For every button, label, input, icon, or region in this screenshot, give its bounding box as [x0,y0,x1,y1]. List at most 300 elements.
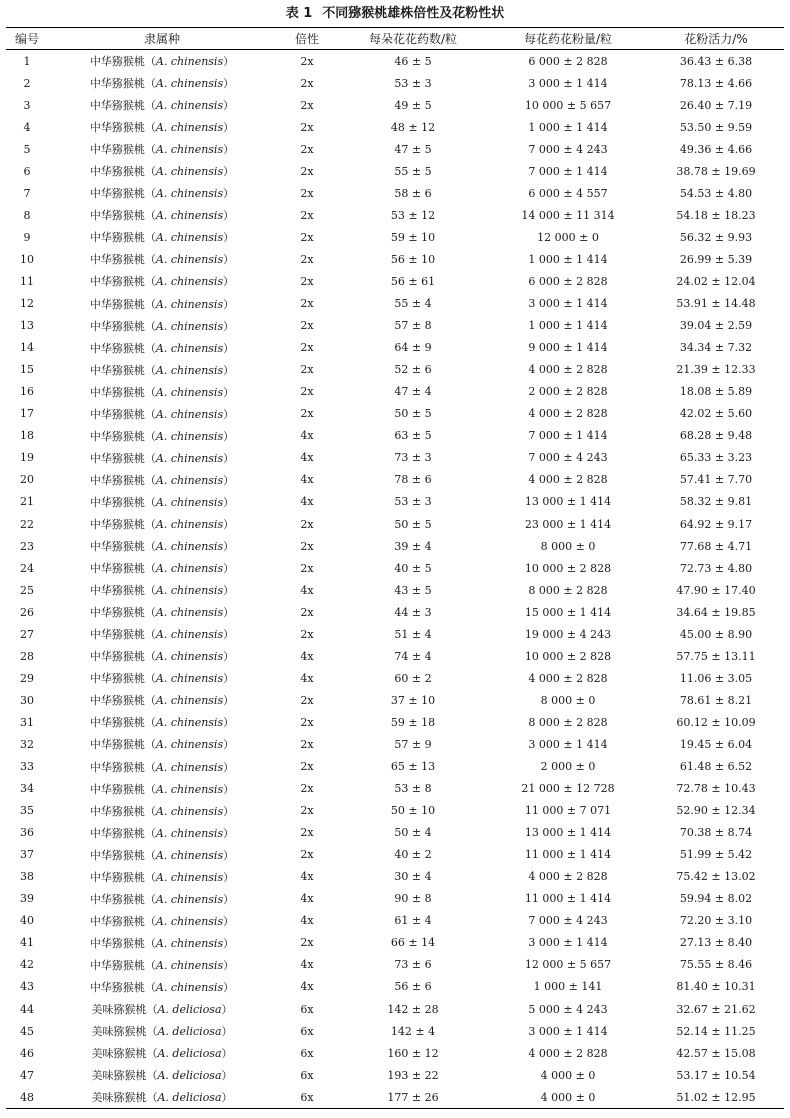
species-common-name: 中华猕猴桃 [89,341,145,355]
row-viability: 72.78 ± 10.43 [676,782,756,796]
row-anthers: 49 ± 5 [394,98,432,112]
species-scientific-name: A. chinensis [155,121,224,135]
row-viability: 36.43 ± 6.38 [679,54,753,68]
row-ploidy: 2x [300,539,314,553]
row-viability: 61.48 ± 6.52 [679,760,753,774]
row-anthers: 50 ± 5 [394,407,432,421]
row-viability: 34.64 ± 19.85 [676,605,756,619]
row-viability: 77.68 ± 4.71 [679,539,753,553]
row-ploidy: 2x [300,848,314,862]
species-common-name: 中华猕猴桃 [89,77,145,91]
species-common-name: 中华猕猴桃 [89,738,145,752]
row-anthers: 57 ± 9 [394,737,432,751]
species-common-name: 中华猕猴桃 [89,936,145,950]
row-ploidy: 2x [300,385,314,399]
row-anthers: 51 ± 4 [394,627,432,641]
species-scientific-name: A. deliciosa [157,1003,222,1017]
table-row [6,204,784,226]
species-scientific-name: A. chinensis [155,540,224,554]
table-row [6,1064,784,1086]
table-header-row [6,28,784,50]
row-anthers: 40 ± 5 [394,561,432,575]
row-viability: 42.02 ± 5.60 [679,407,753,421]
row-id: 15 [20,363,34,377]
species-scientific-name: A. chinensis [155,782,224,796]
row-pollen: 13 000 ± 1 414 [524,826,612,840]
row-pollen: 10 000 ± 2 828 [524,561,612,575]
table-row [6,1020,784,1042]
row-pollen: 7 000 ± 1 414 [528,164,608,178]
row-ploidy: 2x [300,407,314,421]
row-pollen: 8 000 ± 0 [540,539,596,553]
species-scientific-name: A. chinensis [155,518,224,531]
row-species: 中华猕猴桃（A. chinensis） [89,914,235,928]
row-id: 17 [20,407,34,421]
row-viability: 11.06 ± 3.05 [679,671,753,685]
table-row [6,932,784,954]
table-body [6,50,784,1109]
species-common-name: 中华猕猴桃 [89,628,145,642]
row-ploidy: 4x [300,495,314,509]
row-id: 9 [23,230,31,244]
row-species: 中华猕猴桃（A. chinensis） [89,231,235,245]
row-id: 5 [23,142,31,156]
table-title-label: 表 1 [285,6,313,21]
row-id: 46 [20,1046,34,1060]
row-viability: 38.78 ± 19.69 [676,164,756,178]
row-id: 33 [20,760,34,774]
species-scientific-name: A. chinensis [155,716,224,730]
species-scientific-name: A. chinensis [155,297,224,311]
species-common-name: 美味猕猴桃 [91,1003,147,1017]
row-pollen: 2 000 ± 2 828 [528,385,608,399]
row-pollen: 1 000 ± 1 414 [528,319,608,333]
row-viability: 21.39 ± 12.33 [676,363,756,377]
table-row [6,226,784,248]
table-row [6,138,784,160]
row-id: 8 [23,208,31,222]
row-pollen: 9 000 ± 1 414 [528,341,608,355]
row-ploidy: 4x [300,649,314,663]
table-row [6,182,784,204]
row-ploidy: 2x [300,605,314,619]
row-anthers: 50 ± 5 [394,517,432,531]
row-pollen: 6 000 ± 2 828 [528,54,608,68]
species-common-name: 中华猕猴桃 [89,143,145,157]
table-row [6,822,784,844]
row-species: 中华猕猴桃（A. chinensis） [89,650,235,664]
species-scientific-name: A. chinensis [155,936,224,950]
row-ploidy: 4x [300,958,314,972]
row-id: 12 [20,297,34,311]
table-row [6,315,784,337]
row-anthers: 57 ± 8 [394,319,432,333]
table-row [6,866,784,888]
row-anthers: 78 ± 6 [394,473,432,487]
table-row [6,337,784,359]
row-anthers: 46 ± 5 [394,54,432,68]
row-pollen: 3 000 ± 1 414 [528,76,608,90]
row-pollen: 14 000 ± 11 314 [521,208,615,222]
row-ploidy: 6x [300,1024,314,1038]
species-scientific-name: A. chinensis [155,892,224,906]
row-pollen: 4 000 ± 2 828 [528,407,608,421]
row-ploidy: 4x [300,671,314,685]
row-species: 中华猕猴桃（A. chinensis） [89,165,235,179]
row-viability: 56.32 ± 9.93 [679,230,753,244]
table-title-text: 不同猕猴桃雄株倍性及花粉性状 [322,6,505,21]
row-species: 美味猕猴桃（A. deliciosa） [91,1091,233,1105]
species-scientific-name: A. chinensis [155,606,224,620]
species-common-name: 中华猕猴桃 [89,958,145,972]
row-anthers: 73 ± 3 [394,451,432,465]
row-viability: 78.13 ± 4.66 [679,76,753,90]
row-pollen: 10 000 ± 5 657 [524,98,612,112]
species-scientific-name: A. deliciosa [157,1025,222,1039]
species-common-name: 美味猕猴桃 [91,1069,147,1083]
species-scientific-name: A. chinensis [155,253,224,267]
species-common-name: 中华猕猴桃 [89,606,145,620]
row-ploidy: 2x [300,54,314,68]
row-anthers: 73 ± 6 [394,958,432,972]
header-id: 编号 [14,32,39,46]
table-row [6,116,784,138]
row-viability: 18.08 ± 5.89 [679,385,753,399]
row-viability: 57.75 ± 13.11 [676,649,756,663]
row-ploidy: 2x [300,826,314,840]
row-pollen: 4 000 ± 0 [540,1068,596,1082]
row-viability: 81.40 ± 10.31 [676,980,756,994]
row-species: 中华猕猴桃（A. chinensis） [89,495,235,509]
row-species: 中华猕猴桃（A. chinensis） [89,209,235,223]
row-pollen: 6 000 ± 4 557 [528,186,608,200]
row-anthers: 50 ± 10 [390,804,436,818]
table-row [6,1042,784,1064]
row-anthers: 53 ± 12 [390,208,436,222]
row-anthers: 63 ± 5 [394,429,432,443]
row-anthers: 61 ± 4 [394,914,432,928]
table-row [6,844,784,866]
species-common-name: 中华猕猴桃 [89,451,145,465]
species-scientific-name: A. chinensis [155,804,224,818]
row-species: 中华猕猴桃（A. chinensis） [89,275,235,289]
row-pollen: 3 000 ± 1 414 [528,737,608,751]
row-anthers: 65 ± 13 [390,760,436,774]
row-anthers: 177 ± 26 [387,1090,439,1104]
species-common-name: 中华猕猴桃 [89,716,145,730]
row-species: 中华猕猴桃（A. chinensis） [89,958,235,972]
row-species: 中华猕猴桃（A. chinensis） [89,848,235,862]
row-anthers: 44 ± 3 [394,605,432,619]
species-scientific-name: A. chinensis [155,650,224,664]
row-species: 中华猕猴桃（A. chinensis） [89,584,235,598]
row-anthers: 64 ± 9 [394,341,432,355]
row-species: 中华猕猴桃（A. chinensis） [89,804,235,818]
species-common-name: 中华猕猴桃 [89,782,145,796]
species-common-name: 中华猕猴桃 [89,672,145,686]
row-ploidy: 2x [300,120,314,134]
row-id: 35 [20,804,34,818]
species-scientific-name: A. chinensis [155,385,224,399]
row-pollen: 23 000 ± 1 414 [524,517,612,531]
row-ploidy: 2x [300,230,314,244]
row-anthers: 55 ± 5 [394,164,432,178]
row-viability: 34.34 ± 7.32 [679,341,753,355]
row-anthers: 39 ± 4 [394,539,432,553]
row-ploidy: 2x [300,208,314,222]
row-pollen: 12 000 ± 0 [537,230,599,244]
row-ploidy: 2x [300,782,314,796]
species-common-name: 中华猕猴桃 [89,297,145,311]
species-common-name: 中华猕猴桃 [89,518,145,531]
row-id: 24 [20,561,34,575]
row-ploidy: 4x [300,451,314,465]
species-scientific-name: A. chinensis [155,628,224,642]
species-scientific-name: A. deliciosa [157,1091,222,1105]
header-anthers-per-flower: 每朵花花药数/粒 [368,32,458,46]
row-pollen: 1 000 ± 1 414 [528,252,608,266]
row-ploidy: 6x [300,1090,314,1104]
species-scientific-name: A. chinensis [155,760,224,774]
row-viability: 53.17 ± 10.54 [676,1068,756,1082]
row-ploidy: 2x [300,936,314,950]
species-scientific-name: A. chinensis [155,209,224,223]
row-ploidy: 2x [300,715,314,729]
row-pollen: 3 000 ± 1 414 [528,936,608,950]
row-ploidy: 2x [300,297,314,311]
row-anthers: 56 ± 61 [390,274,436,288]
row-pollen: 11 000 ± 7 071 [524,804,612,818]
row-pollen: 3 000 ± 1 414 [528,297,608,311]
row-viability: 49.36 ± 4.66 [679,142,753,156]
species-common-name: 中华猕猴桃 [89,363,145,377]
table-row [6,425,784,447]
row-id: 32 [20,737,34,751]
species-scientific-name: A. chinensis [155,341,224,355]
row-species: 中华猕猴桃（A. chinensis） [89,55,235,69]
row-viability: 60.12 ± 10.09 [676,715,756,729]
species-scientific-name: A. chinensis [155,473,224,487]
row-id: 10 [20,252,34,266]
row-pollen: 19 000 ± 4 243 [524,627,612,641]
row-anthers: 48 ± 12 [390,120,436,134]
row-viability: 52.90 ± 12.34 [676,804,756,818]
table-row [6,557,784,579]
row-id: 3 [23,98,31,112]
row-ploidy: 2x [300,274,314,288]
species-common-name: 中华猕猴桃 [89,870,145,884]
species-common-name: 中华猕猴桃 [89,980,145,994]
row-pollen: 5 000 ± 4 243 [528,1002,608,1016]
row-ploidy: 2x [300,142,314,156]
species-common-name: 中华猕猴桃 [89,99,145,113]
row-ploidy: 2x [300,737,314,751]
species-common-name: 中华猕猴桃 [89,562,145,576]
species-scientific-name: A. deliciosa [157,1047,222,1061]
row-species: 中华猕猴桃（A. chinensis） [89,980,235,994]
species-scientific-name: A. chinensis [155,429,224,443]
row-viability: 75.42 ± 13.02 [676,870,756,884]
row-species: 中华猕猴桃（A. chinensis） [89,782,235,796]
table-title [0,4,790,24]
species-scientific-name: A. chinensis [155,584,224,598]
row-species: 中华猕猴桃（A. chinensis） [89,936,235,950]
row-viability: 53.91 ± 14.48 [676,297,756,311]
row-id: 37 [20,848,34,862]
table-row [6,689,784,711]
species-common-name: 中华猕猴桃 [89,495,145,509]
row-species: 中华猕猴桃（A. chinensis） [89,628,235,642]
species-scientific-name: A. chinensis [155,407,224,421]
row-ploidy: 2x [300,693,314,707]
species-scientific-name: A. chinensis [155,363,224,377]
row-viability: 42.57 ± 15.08 [676,1046,756,1060]
species-common-name: 中华猕猴桃 [89,540,145,554]
row-anthers: 37 ± 10 [390,693,436,707]
row-pollen: 1 000 ± 1 414 [528,120,608,134]
species-common-name: 中华猕猴桃 [89,429,145,443]
table-row [6,778,784,800]
species-scientific-name: A. chinensis [155,165,224,179]
row-anthers: 59 ± 10 [390,230,436,244]
row-species: 中华猕猴桃（A. chinensis） [89,341,235,355]
species-scientific-name: A. chinensis [155,980,224,994]
table-row [6,293,784,315]
row-species: 中华猕猴桃（A. chinensis） [89,253,235,267]
row-anthers: 60 ± 2 [394,671,432,685]
species-common-name: 中华猕猴桃 [89,826,145,840]
species-common-name: 中华猕猴桃 [89,231,145,245]
row-species: 美味猕猴桃（A. deliciosa） [91,1003,233,1017]
species-common-name: 中华猕猴桃 [89,848,145,862]
table-row [6,800,784,822]
row-id: 43 [20,980,34,994]
row-ploidy: 6x [300,1046,314,1060]
table-row [6,50,784,73]
row-id: 42 [20,958,34,972]
row-anthers: 58 ± 6 [394,186,432,200]
row-pollen: 4 000 ± 2 828 [528,473,608,487]
row-species: 中华猕猴桃（A. chinensis） [89,99,235,113]
row-pollen: 4 000 ± 2 828 [528,671,608,685]
row-id: 13 [20,319,34,333]
row-id: 34 [20,782,34,796]
row-ploidy: 2x [300,363,314,377]
species-common-name: 中华猕猴桃 [89,650,145,664]
species-common-name: 中华猕猴桃 [89,407,145,421]
row-id: 19 [20,451,34,465]
species-scientific-name: A. chinensis [155,738,224,752]
row-id: 40 [20,914,34,928]
row-id: 2 [23,76,31,90]
species-common-name: 中华猕猴桃 [89,694,145,708]
row-viability: 51.02 ± 12.95 [676,1090,756,1104]
row-pollen: 4 000 ± 2 828 [528,870,608,884]
row-species: 中华猕猴桃（A. chinensis） [89,363,235,377]
row-viability: 54.18 ± 18.23 [676,208,756,222]
species-scientific-name: A. chinensis [155,495,224,509]
row-species: 中华猕猴桃（A. chinensis） [89,716,235,730]
row-anthers: 53 ± 8 [394,782,432,796]
row-pollen: 6 000 ± 2 828 [528,274,608,288]
table-row [6,579,784,601]
table-row [6,910,784,932]
table-row [6,667,784,689]
row-id: 1 [23,54,31,68]
table-row [6,359,784,381]
species-scientific-name: A. chinensis [155,187,224,201]
row-ploidy: 2x [300,517,314,531]
row-viability: 68.28 ± 9.48 [679,429,753,443]
row-ploidy: 2x [300,252,314,266]
species-common-name: 中华猕猴桃 [89,253,145,267]
species-common-name: 中华猕猴桃 [89,55,145,69]
row-species: 中华猕猴桃（A. chinensis） [89,429,235,443]
row-id: 45 [20,1024,34,1038]
row-ploidy: 4x [300,870,314,884]
table-row [6,72,784,94]
row-anthers: 74 ± 4 [394,649,432,663]
row-species: 中华猕猴桃（A. chinensis） [89,826,235,840]
row-species: 中华猕猴桃（A. chinensis） [89,319,235,333]
species-scientific-name: A. deliciosa [157,1069,222,1083]
species-common-name: 中华猕猴桃 [89,275,145,289]
table-row [6,381,784,403]
row-ploidy: 6x [300,1002,314,1016]
row-anthers: 52 ± 6 [394,363,432,377]
table-row [6,623,784,645]
row-id: 36 [20,826,34,840]
row-pollen: 7 000 ± 1 414 [528,429,608,443]
row-viability: 64.92 ± 9.17 [679,517,753,531]
row-species: 美味猕猴桃（A. deliciosa） [91,1047,233,1061]
row-species: 中华猕猴桃（A. chinensis） [89,473,235,487]
row-viability: 26.99 ± 5.39 [679,252,753,266]
table-row [6,403,784,425]
row-ploidy: 2x [300,341,314,355]
row-id: 44 [20,1002,34,1016]
table-row [6,469,784,491]
row-pollen: 11 000 ± 1 414 [524,892,612,906]
row-id: 4 [23,120,31,134]
row-ploidy: 4x [300,473,314,487]
row-species: 中华猕猴桃（A. chinensis） [89,562,235,576]
row-viability: 72.73 ± 4.80 [679,561,753,575]
row-anthers: 47 ± 4 [394,385,432,399]
species-scientific-name: A. chinensis [155,319,224,333]
row-id: 21 [20,495,34,509]
species-scientific-name: A. chinensis [155,694,224,708]
row-id: 16 [20,385,34,399]
row-id: 7 [23,186,31,200]
row-viability: 54.53 ± 4.80 [679,186,753,200]
row-viability: 58.32 ± 9.81 [679,495,753,509]
table-row [6,888,784,910]
row-anthers: 40 ± 2 [394,848,432,862]
species-common-name: 中华猕猴桃 [89,187,145,201]
table-row [6,491,784,513]
row-pollen: 7 000 ± 4 243 [528,142,608,156]
species-scientific-name: A. chinensis [155,958,224,972]
table-row [6,976,784,998]
species-common-name: 中华猕猴桃 [89,914,145,928]
row-viability: 27.13 ± 8.40 [679,936,753,950]
species-common-name: 中华猕猴桃 [89,385,145,399]
row-pollen: 2 000 ± 0 [540,760,596,774]
row-species: 中华猕猴桃（A. chinensis） [89,540,235,554]
species-scientific-name: A. chinensis [155,55,224,69]
row-species: 中华猕猴桃（A. chinensis） [89,738,235,752]
